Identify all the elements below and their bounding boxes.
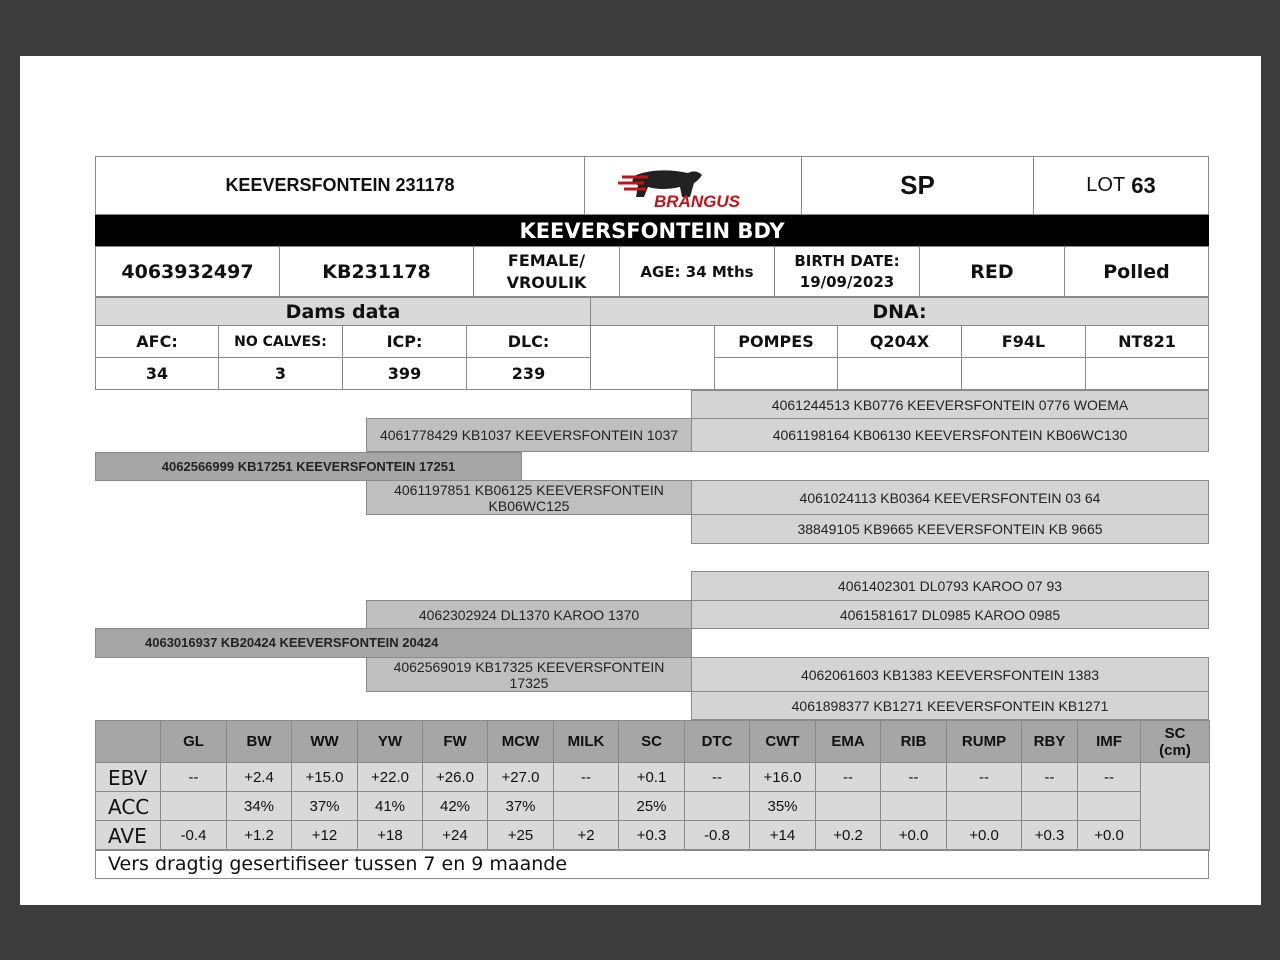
age: AGE: 34 Mths bbox=[619, 246, 775, 297]
ebv-cell-ebv-rby: -- bbox=[1021, 762, 1078, 793]
footer-note: Vers dragtig gesertifiseer tussen 7 en 9 maande bbox=[95, 849, 1209, 879]
ebv-cell-ave-sc: +0.3 bbox=[618, 820, 685, 851]
birth-date bbox=[774, 246, 920, 297]
pedigree-sire-sire: 4061778429 KB1037 KEEVERSFONTEIN 1037 bbox=[366, 418, 692, 452]
ebv-cell-acc-ww: 37% bbox=[291, 791, 358, 822]
svg-text:BRANGUS: BRANGUS bbox=[654, 191, 740, 209]
dna-header-pompes: POMPES bbox=[714, 325, 838, 358]
ebv-cell-acc-yw: 41% bbox=[357, 791, 423, 822]
ebv-cell-ebv-ema: -- bbox=[815, 762, 881, 793]
lot-number: 63 bbox=[1131, 172, 1156, 198]
ebv-cell-ebv-milk: -- bbox=[553, 762, 619, 793]
dna-value-q204x bbox=[837, 357, 962, 390]
ebv-cell-acc-milk bbox=[553, 791, 619, 822]
animal-name: KEEVERSFONTEIN 231178 bbox=[95, 156, 585, 215]
ebv-cell-ebv-rump: -- bbox=[946, 762, 1022, 793]
ebv-header-sc-cm bbox=[1140, 720, 1210, 763]
ebv-header-bw: BW bbox=[226, 720, 292, 763]
ebv-header-yw: YW bbox=[357, 720, 423, 763]
dna-title: DNA: bbox=[590, 297, 1209, 326]
ebv-cell-acc-fw: 42% bbox=[422, 791, 488, 822]
dna-value-f94l bbox=[961, 357, 1086, 390]
ebv-cell-ebv-bw: +2.4 bbox=[226, 762, 292, 793]
ebv-header-ww: WW bbox=[291, 720, 358, 763]
ebv-cell-ebv-rib: -- bbox=[880, 762, 947, 793]
ebv-cell-acc-rby bbox=[1021, 791, 1078, 822]
ebv-cell-acc-rump bbox=[946, 791, 1022, 822]
lot-label: LOT bbox=[1086, 174, 1126, 196]
ebv-cell-ave-ww: +12 bbox=[291, 820, 358, 851]
ebv-cell-ave-bw: +1.2 bbox=[226, 820, 292, 851]
lot-cell bbox=[1033, 156, 1209, 215]
ebv-cell-ebv-imf: -- bbox=[1077, 762, 1141, 793]
ebv-cell-ave-dtc: -0.8 bbox=[684, 820, 750, 851]
ebv-cell-ebv-dtc: -- bbox=[684, 762, 750, 793]
ebv-header-fw: FW bbox=[422, 720, 488, 763]
ebv-cell-ave-fw: +24 bbox=[422, 820, 488, 851]
tag-number: KB231178 bbox=[279, 246, 474, 297]
dna-header-blank bbox=[590, 325, 715, 390]
ebv-cell-ave-rib: +0.0 bbox=[880, 820, 947, 851]
ebv-cell-ebv-ww: +15.0 bbox=[291, 762, 358, 793]
ebv-header-milk: MILK bbox=[553, 720, 619, 763]
dams-value-calves: 3 bbox=[218, 357, 343, 390]
dna-value-pompes bbox=[714, 357, 838, 390]
pedigree-ddd: 4061898377 KB1271 KEEVERSFONTEIN KB1271 bbox=[691, 691, 1209, 720]
pedigree-sds: 4061024113 KB0364 KEEVERSFONTEIN 03 64 bbox=[691, 480, 1209, 515]
dna-header-q204x: Q204X bbox=[837, 325, 962, 358]
pedigree-dss: 4061402301 DL0793 KAROO 07 93 bbox=[691, 571, 1209, 601]
ebv-cell-acc-ema bbox=[815, 791, 881, 822]
dams-header-dlc: DLC: bbox=[466, 325, 591, 358]
pedigree-sire: 4062566999 KB17251 KEEVERSFONTEIN 17251 bbox=[95, 452, 522, 481]
ebv-cell-acc-sc: 25% bbox=[618, 791, 685, 822]
dams-value-icp: 399 bbox=[342, 357, 467, 390]
ebv-header-mcw: MCW bbox=[487, 720, 554, 763]
sex-line1: FEMALE/ bbox=[507, 250, 586, 270]
ebv-cell-ave-gl: -0.4 bbox=[160, 820, 227, 851]
ebv-header-sc-cm-line2: (cm) bbox=[1159, 741, 1191, 759]
ebv-row-label-acc: ACC bbox=[95, 791, 161, 822]
ebv-header-cwt: CWT bbox=[749, 720, 816, 763]
ebv-cell-acc-imf bbox=[1077, 791, 1141, 822]
ebv-cell-ebv-cwt: +16.0 bbox=[749, 762, 816, 793]
ebv-header-sc: SC bbox=[618, 720, 685, 763]
sex-line2: VROULIK bbox=[506, 272, 587, 292]
pedigree-dsd: 4061581617 DL0985 KAROO 0985 bbox=[691, 600, 1209, 629]
ebv-header-dtc: DTC bbox=[684, 720, 750, 763]
ebv-cell-ave-imf: +0.0 bbox=[1077, 820, 1141, 851]
ebv-header-sc-cm-line1: SC bbox=[1164, 724, 1186, 742]
ebv-cell-acc-cwt: 35% bbox=[749, 791, 816, 822]
birth-date-label: BIRTH DATE: bbox=[794, 251, 900, 270]
dna-header-nt821: NT821 bbox=[1085, 325, 1209, 358]
dams-header-calves: NO CALVES: bbox=[218, 325, 343, 358]
pedigree-dds: 4062061603 KB1383 KEEVERSFONTEIN 1383 bbox=[691, 657, 1209, 692]
ebv-header-rump: RUMP bbox=[946, 720, 1022, 763]
ebv-cell-sc-cm bbox=[1140, 762, 1210, 851]
pedigree-dam-dam: 4062569019 KB17325 KEEVERSFONTEIN 17325 bbox=[366, 657, 692, 692]
pedigree-dam-sire: 4062302924 DL1370 KAROO 1370 bbox=[366, 600, 692, 629]
dams-header-afc: AFC: bbox=[95, 325, 219, 358]
ebv-cell-acc-rib bbox=[880, 791, 947, 822]
ebv-header-imf: IMF bbox=[1077, 720, 1141, 763]
ebv-cell-ebv-mcw: +27.0 bbox=[487, 762, 554, 793]
colour: RED bbox=[919, 246, 1065, 297]
ebv-cell-ebv-gl: -- bbox=[160, 762, 227, 793]
ebv-row-label-ave: AVE bbox=[95, 820, 161, 851]
dna-header-f94l: F94L bbox=[961, 325, 1086, 358]
sex bbox=[473, 246, 620, 297]
bull-logo-icon bbox=[618, 163, 768, 209]
ebv-cell-ave-cwt: +14 bbox=[749, 820, 816, 851]
birth-date-value: 19/09/2023 bbox=[799, 272, 895, 291]
pedigree-sss: 4061244513 KB0776 KEEVERSFONTEIN 0776 WOEMA bbox=[691, 390, 1209, 419]
ebv-cell-acc-mcw: 37% bbox=[487, 791, 554, 822]
pedigree-sdd: 38849105 KB9665 KEEVERSFONTEIN KB 9665 bbox=[691, 514, 1209, 544]
horn-status: Polled bbox=[1064, 246, 1209, 297]
ebv-cell-ave-milk: +2 bbox=[553, 820, 619, 851]
brangus-logo bbox=[584, 156, 802, 215]
pedigree-ssd: 4061198164 KB06130 KEEVERSFONTEIN KB06WC130 bbox=[691, 418, 1209, 452]
ebv-cell-acc-dtc bbox=[684, 791, 750, 822]
herd-name-band: KEEVERSFONTEIN BDY bbox=[95, 215, 1209, 246]
ebv-cell-acc-bw: 34% bbox=[226, 791, 292, 822]
ebv-header-gl: GL bbox=[160, 720, 227, 763]
ebv-cell-ebv-fw: +26.0 bbox=[422, 762, 488, 793]
ebv-header-rby: RBY bbox=[1021, 720, 1078, 763]
ebv-cell-acc-gl bbox=[160, 791, 227, 822]
ebv-cell-ave-yw: +18 bbox=[357, 820, 423, 851]
ebv-cell-ave-mcw: +25 bbox=[487, 820, 554, 851]
dams-header-icp: ICP: bbox=[342, 325, 467, 358]
dams-value-dlc: 239 bbox=[466, 357, 591, 390]
dams-title: Dams data bbox=[95, 297, 591, 326]
ebv-header-ema: EMA bbox=[815, 720, 881, 763]
ebv-cell-ave-ema: +0.2 bbox=[815, 820, 881, 851]
ebv-header-rib: RIB bbox=[880, 720, 947, 763]
ebv-row-label-ebv: EBV bbox=[95, 762, 161, 793]
dams-value-afc: 34 bbox=[95, 357, 219, 390]
ebv-cell-ave-rump: +0.0 bbox=[946, 820, 1022, 851]
dna-value-nt821 bbox=[1085, 357, 1209, 390]
lot-sheet bbox=[20, 56, 1261, 905]
ebv-cell-ebv-sc: +0.1 bbox=[618, 762, 685, 793]
pedigree-dam: 4063016937 KB20424 KEEVERSFONTEIN 20424 bbox=[95, 628, 692, 658]
ebv-header-corner bbox=[95, 720, 161, 763]
id-number: 4063932497 bbox=[95, 246, 280, 297]
ebv-cell-ave-rby: +0.3 bbox=[1021, 820, 1078, 851]
pedigree-sire-dam: 4061197851 KB06125 KEEVERSFONTEIN KB06WC125 bbox=[366, 480, 692, 515]
ebv-cell-ebv-yw: +22.0 bbox=[357, 762, 423, 793]
grade: SP bbox=[801, 156, 1034, 215]
